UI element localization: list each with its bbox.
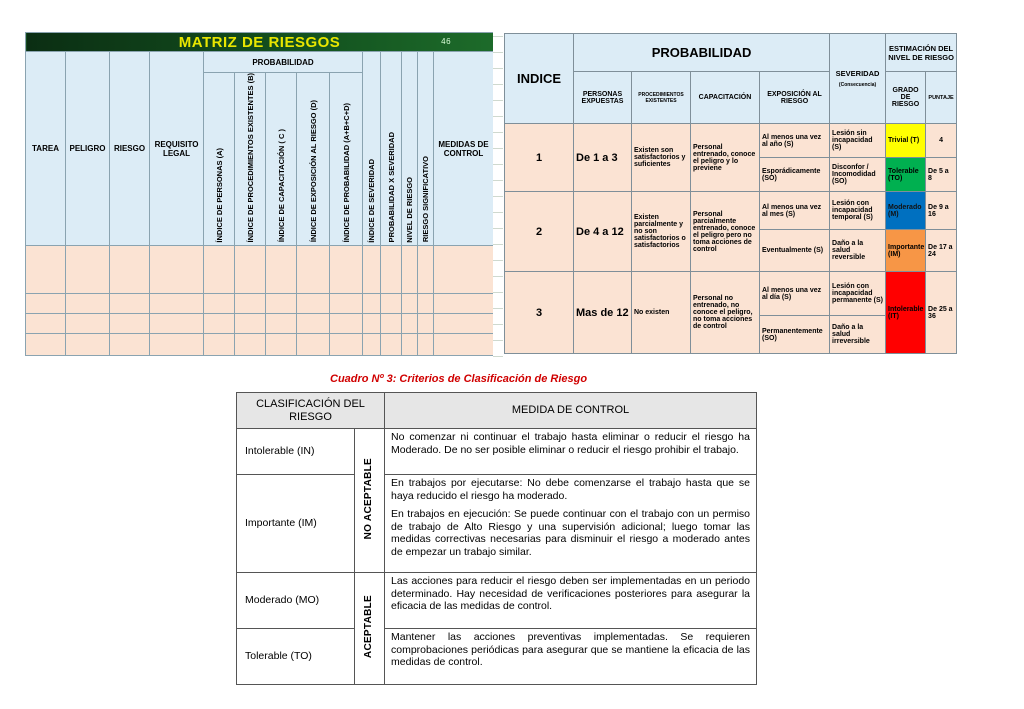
- header-indice-personas: ÍNDICE DE PERSONAS (A): [204, 73, 235, 246]
- row1-severidad-b: Disconfor / Incomodidad (SO): [830, 158, 886, 192]
- table-row: [26, 246, 494, 294]
- table-row: [237, 629, 757, 685]
- clase-importante: Importante (IM): [237, 475, 355, 573]
- row2-exposicion-b: Eventualmente (S): [760, 230, 830, 272]
- row2-indice: 2: [505, 192, 574, 272]
- medida-tolerable: Mantener las acciones preventivas implementadas. Se requieren comprobaciones periódicas para asegurar que se mantiene la eficacia de las medidas de control.: [385, 629, 757, 685]
- header-exposicion: EXPOSICIÓN AL RIESGO: [760, 72, 830, 124]
- puntaje-moderado: De 9 a 16: [926, 192, 957, 230]
- header-clasificacion: CLASIFICACIÓN DEL RIESGO: [237, 393, 385, 429]
- table-row: [505, 192, 957, 230]
- header-indice-exposicion: ÍNDICE DE EXPOSICIÓN AL RIESGO (D): [297, 73, 330, 246]
- header-indice: INDICE: [505, 34, 574, 124]
- header-procedimientos: PROCEDIMIENTOS EXISTENTES: [632, 72, 691, 124]
- medida-intolerable: No comenzar ni continuar el trabajo hasta eliminar o reducir el riesgo ha Moderado. De no ser posible eliminar o reducir el riesgo prohibir el trabajo.: [385, 429, 757, 475]
- table-row: [505, 124, 957, 158]
- table-caption: Cuadro Nº 3: Criterios de Clasificación de Riesgo: [330, 373, 588, 385]
- puntaje-intolerable: De 25 a 36: [926, 272, 957, 354]
- row2-severidad-b: Daño a la salud reversible: [830, 230, 886, 272]
- no-aceptable-label: NO ACEPTABLE: [355, 429, 385, 573]
- medida-moderado: Las acciones para reducir el riesgo deben ser implementadas en un periodo determinado. Hay necesidad de verificaciones posteriores para asegurar la eficacia de las medidas de control.: [385, 573, 757, 629]
- row2-procedimientos: Existen parcialmente y no son satisfactorios o satisfactorios: [632, 192, 691, 272]
- header-probabilidad: PROBABILIDAD: [574, 34, 830, 72]
- row3-personas: Mas de 12: [574, 272, 632, 354]
- header-tarea: TAREA: [26, 52, 66, 246]
- clase-tolerable: Tolerable (TO): [237, 629, 355, 685]
- puntaje-tolerable: De 5 a 8: [926, 158, 957, 192]
- row1-exposicion-b: Esporádicamente (SO): [760, 158, 830, 192]
- risk-matrix-table: [25, 32, 494, 356]
- grado-trivial: Trivial (T): [886, 124, 926, 158]
- row1-severidad-a: Lesión sin incapacidad (S): [830, 124, 886, 158]
- grado-intolerable: Intolerable (IT): [886, 272, 926, 354]
- header-riesgo: RIESGO: [110, 52, 150, 246]
- control-criteria: [236, 392, 756, 687]
- table-row: [26, 294, 494, 314]
- row1-indice: 1: [505, 124, 574, 192]
- row1-procedimientos: Existen son satisfactorios y suficientes: [632, 124, 691, 192]
- header-severidad: SEVERIDAD (Consecuencia): [830, 34, 886, 124]
- header-riesgo-significativo: RIESGO SIGNIFICATIVO: [418, 52, 434, 246]
- row2-exposicion-a: Al menos una vez al mes (S): [760, 192, 830, 230]
- medida-importante: En trabajos por ejecutarse: No debe comenzarse el trabajo hasta que se haya reducido el riesgo ha moderado. En trabajos en ejecución: Se puede continuar con el trabajo con un permiso de trabajo de Alto Riesgo y una supervisión adicional; luego tomar las medidas correctivas necesarias para disminuir el riesgo a moderado antes de empezar un trabajo similar.: [385, 475, 757, 573]
- table-row: [237, 475, 757, 573]
- header-estimacion: ESTIMACIÓN DEL NIVEL DE RIESGO: [886, 34, 957, 72]
- header-personas: PERSONAS EXPUESTAS: [574, 72, 632, 124]
- header-medida: MEDIDA DE CONTROL: [385, 393, 757, 429]
- header-probabilidad: PROBABILIDAD: [204, 52, 363, 73]
- header-indice-severidad: ÍNDICE DE SEVERIDAD: [363, 52, 381, 246]
- aceptable-label: ACEPTABLE: [355, 573, 385, 685]
- probability-table: [504, 33, 956, 357]
- header-prob-x-sev: PROBABILIDAD X SEVERIDAD: [381, 52, 402, 246]
- table-row: [505, 272, 957, 316]
- header-capacitacion: CAPACITACIÓN: [691, 72, 760, 124]
- row2-severidad-a: Lesión con incapacidad temporal (S): [830, 192, 886, 230]
- row3-indice: 3: [505, 272, 574, 354]
- table-row: [26, 314, 494, 334]
- clase-moderado: Moderado (MO): [237, 573, 355, 629]
- header-requisito: REQUISITO LEGAL: [150, 52, 204, 246]
- header-grado: GRADO DE RIESGO: [886, 72, 926, 124]
- grado-moderado: Moderado (M): [886, 192, 926, 230]
- puntaje-importante: De 17 a 24: [926, 230, 957, 272]
- row3-capacitacion: Personal no entrenado, no conoce el peligro, no toma acciones de control: [691, 272, 760, 354]
- row2-capacitacion: Personal parcialmente entrenado, conoce el peligro pero no toma acciones de control: [691, 192, 760, 272]
- row3-procedimientos: No existen: [632, 272, 691, 354]
- header-indice-probabilidad: ÍNDICE DE PROBABILIDAD (A+B+C+D): [330, 73, 363, 246]
- spreadsheet-gridlines: [493, 32, 503, 357]
- page-number: 46: [441, 37, 452, 46]
- table-row: [26, 334, 494, 356]
- row1-personas: De 1 a 3: [574, 124, 632, 192]
- header-peligro: PELIGRO: [66, 52, 110, 246]
- control-criteria-table: [236, 392, 757, 685]
- table-row: [237, 573, 757, 629]
- row1-exposicion-a: Al menos una vez al año (S): [760, 124, 830, 158]
- probability-criteria-table: [504, 33, 957, 354]
- row1-capacitacion: Personal entrenado, conoce el peligro y lo previene: [691, 124, 760, 192]
- grado-importante: Importante (IM): [886, 230, 926, 272]
- grado-tolerable: Tolerable (TO): [886, 158, 926, 192]
- row3-severidad-a: Lesión con incapacidad permanente (S): [830, 272, 886, 316]
- header-puntaje: PUNTAJE: [926, 72, 957, 124]
- row3-exposicion-b: Permanentemente (SO): [760, 316, 830, 354]
- row3-exposicion-a: Al menos una vez al día (S): [760, 272, 830, 316]
- risk-matrix: [25, 32, 493, 357]
- clase-intolerable: Intolerable (IN): [237, 429, 355, 475]
- matrix-title: MATRIZ DE RIESGOS 46: [26, 33, 494, 52]
- row2-personas: De 4 a 12: [574, 192, 632, 272]
- table-row: [237, 429, 757, 475]
- header-indice-procedimientos: ÍNDICE DE PROCEDIMIENTOS EXISTENTES (B): [235, 73, 266, 246]
- header-medidas: MEDIDAS DE CONTROL: [434, 52, 494, 246]
- row3-severidad-b: Daño a la salud irreversible: [830, 316, 886, 354]
- header-nivel-riesgo: NIVEL DE RIESGO: [402, 52, 418, 246]
- puntaje-trivial: 4: [926, 124, 957, 158]
- header-indice-capacitacion: ÍNDICE DE CAPACITACIÓN ( C ): [266, 73, 297, 246]
